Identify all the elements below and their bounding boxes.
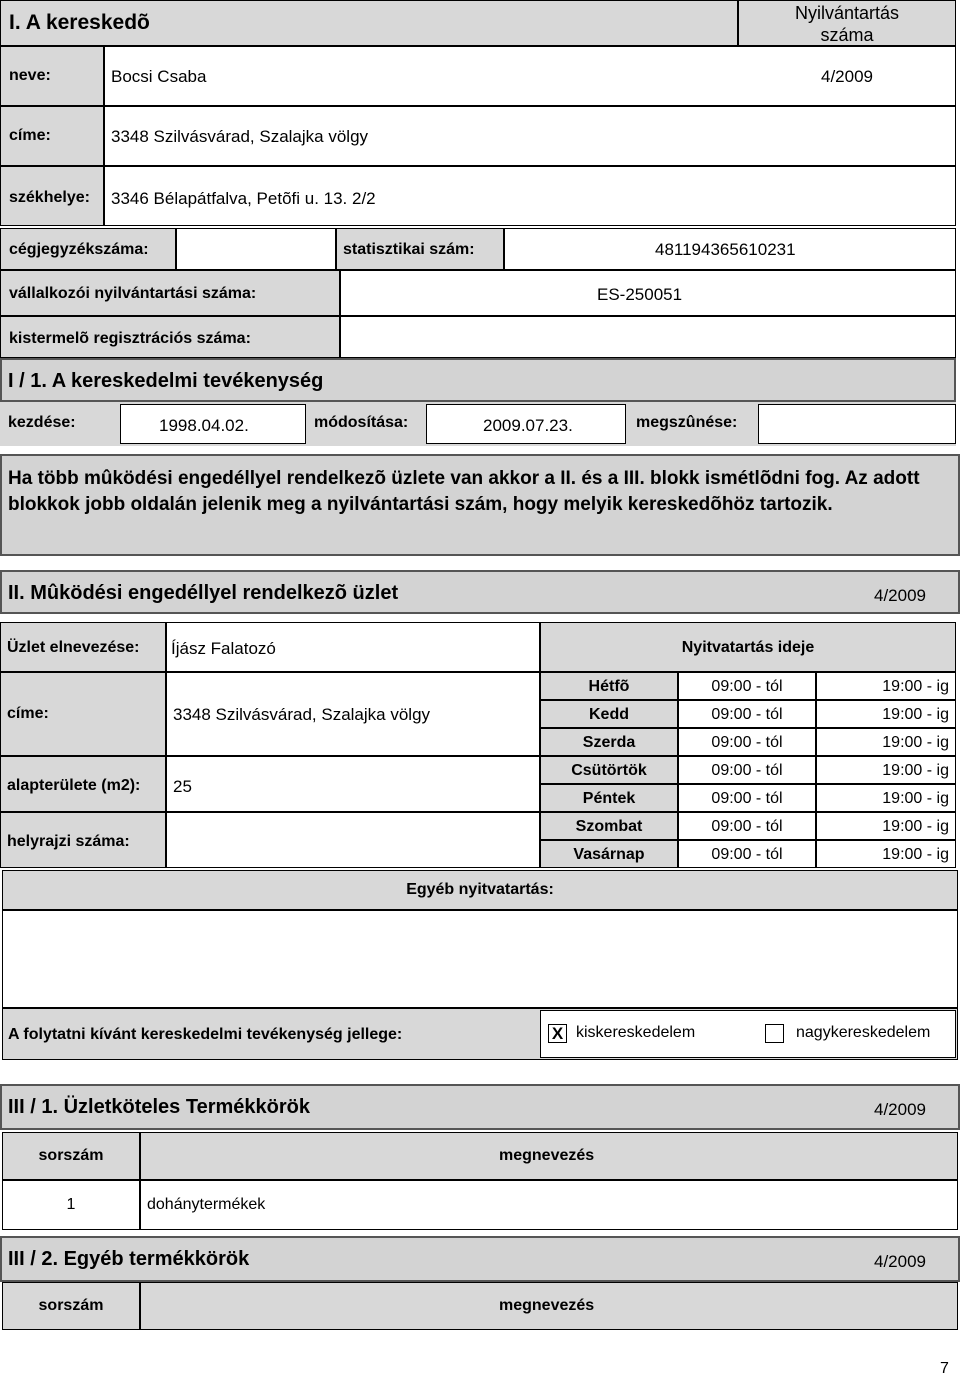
hours-title-cell bbox=[540, 622, 956, 672]
licensed-products-title: III / 1. Üzletköteles Termékkörök bbox=[8, 1096, 310, 1118]
registration-label-line2: száma bbox=[820, 25, 874, 45]
registration-label-box bbox=[738, 0, 956, 46]
hours-from-cell bbox=[678, 840, 816, 868]
hours-day: Csütörtök bbox=[571, 762, 647, 779]
shop-address-label-cell bbox=[0, 672, 166, 756]
shop-area-value-cell bbox=[166, 756, 540, 812]
other-col-name-cell bbox=[140, 1282, 958, 1330]
hours-day: Vasárnap bbox=[573, 846, 645, 863]
notice-text: Ha több mûködési engedéllyel rendelkezõ üzlete van akkor a II. és a III. blokk ismétlõdni fog. Az adott blokkok jobb oldalán jelenik meg a nyilvántartási szám, hogy melyik kereskedõhöz tartozik. bbox=[8, 468, 920, 515]
shop-area-label: alapterülete (m2): bbox=[7, 777, 141, 794]
hours-from: 09:00 - tól bbox=[711, 734, 783, 751]
hours-from-cell bbox=[678, 812, 816, 840]
shop-lot-label: helyrajzi száma: bbox=[7, 833, 130, 850]
shop-name-value-cell bbox=[166, 622, 540, 672]
hours-day: Péntek bbox=[582, 790, 636, 807]
entrepreneur-value-cell bbox=[340, 270, 956, 316]
trader-title-bar bbox=[0, 0, 738, 46]
hours-to-cell bbox=[816, 672, 956, 700]
shop-address-value-cell bbox=[166, 672, 540, 756]
hours-to-cell bbox=[816, 728, 956, 756]
wholesale-checkbox[interactable] bbox=[765, 1024, 784, 1043]
licensed-col-name: megnevezés bbox=[499, 1147, 595, 1164]
other-hours-label-cell bbox=[2, 870, 958, 910]
stat-value-cell bbox=[504, 228, 956, 270]
hours-from: 09:00 - tól bbox=[711, 762, 783, 779]
hours-title: Nyitvatartás ideje bbox=[681, 639, 815, 656]
company-reg-value-cell bbox=[176, 228, 336, 270]
hours-from-cell bbox=[678, 756, 816, 784]
name-reg-number: 4/2009 bbox=[821, 67, 873, 86]
hours-day: Hétfõ bbox=[588, 678, 630, 695]
wholesale-label: nagykereskedelem bbox=[796, 1024, 931, 1041]
hours-from-cell bbox=[678, 784, 816, 812]
seat-label-cell bbox=[0, 166, 104, 226]
hours-to: 19:00 - ig bbox=[882, 790, 949, 807]
hours-from-cell bbox=[678, 700, 816, 728]
hours-day: Kedd bbox=[589, 706, 629, 723]
hours-from: 09:00 - tól bbox=[711, 678, 783, 695]
retail-label: kiskereskedelem bbox=[576, 1024, 696, 1041]
hours-day-cell bbox=[540, 700, 678, 728]
other-col-number-cell bbox=[2, 1282, 140, 1330]
hours-from-cell bbox=[678, 672, 816, 700]
hours-to: 19:00 - ig bbox=[882, 818, 949, 835]
seat-label: székhelye: bbox=[9, 189, 90, 206]
hours-day-cell bbox=[540, 756, 678, 784]
shop-address-value: 3348 Szilvásvárad, Szalajka völgy bbox=[173, 705, 431, 724]
mod-value: 2009.07.23. bbox=[483, 416, 573, 435]
name-value-cell bbox=[104, 46, 956, 106]
name-label: neve: bbox=[9, 67, 51, 84]
address-value: 3348 Szilvásvárad, Szalajka völgy bbox=[111, 127, 369, 146]
start-value: 1998.04.02. bbox=[159, 416, 249, 435]
licensed-row-name-cell bbox=[140, 1180, 958, 1230]
licensed-row-number: 1 bbox=[66, 1196, 76, 1213]
licensed-products-reg-number: 4/2009 bbox=[874, 1100, 926, 1119]
shop-area-value: 25 bbox=[173, 777, 192, 796]
other-hours-label: Egyéb nyitvatartás: bbox=[406, 881, 554, 898]
hours-day-cell bbox=[540, 672, 678, 700]
entrepreneur-label: vállalkozói nyilvántartási száma: bbox=[9, 285, 257, 302]
retail-checkbox[interactable]: X bbox=[548, 1024, 567, 1043]
address-value-cell bbox=[104, 106, 956, 166]
hours-to-cell bbox=[816, 840, 956, 868]
hours-to: 19:00 - ig bbox=[882, 762, 949, 779]
mod-value-cell bbox=[426, 404, 626, 444]
address-label: címe: bbox=[9, 127, 51, 144]
licensed-row-number-cell bbox=[2, 1180, 140, 1230]
start-label: kezdése: bbox=[8, 414, 76, 431]
registration-label-line1: Nyilvántartás bbox=[794, 3, 900, 23]
end-value-cell bbox=[758, 404, 956, 444]
hours-to: 19:00 - ig bbox=[882, 846, 949, 863]
shop-section-bar bbox=[0, 570, 960, 614]
shop-area-label-cell bbox=[0, 756, 166, 812]
trader-title: I. A kereskedõ bbox=[9, 11, 150, 34]
shop-lot-label-cell bbox=[0, 812, 166, 868]
seat-value-cell bbox=[104, 166, 956, 226]
name-value: Bocsi Csaba bbox=[111, 67, 207, 86]
hours-to: 19:00 - ig bbox=[882, 678, 949, 695]
hours-to-cell bbox=[816, 700, 956, 728]
page-number: 7 bbox=[940, 1360, 949, 1377]
shop-reg-number: 4/2009 bbox=[874, 586, 926, 605]
name-label-cell bbox=[0, 46, 104, 106]
start-value-cell bbox=[120, 404, 306, 444]
company-reg-label-cell bbox=[0, 228, 176, 270]
licensed-products-bar bbox=[0, 1084, 960, 1130]
hours-to-cell bbox=[816, 812, 956, 840]
activity-section-bar bbox=[0, 358, 956, 402]
hours-from: 09:00 - tól bbox=[711, 846, 783, 863]
shop-address-label: címe: bbox=[7, 705, 49, 722]
stat-value: 481194365610231 bbox=[655, 240, 796, 259]
hours-from-cell bbox=[678, 728, 816, 756]
other-hours-value-cell bbox=[2, 910, 958, 1008]
entrepreneur-label-cell bbox=[0, 270, 340, 316]
hours-day-cell bbox=[540, 840, 678, 868]
notice-box bbox=[0, 454, 960, 556]
other-products-title: III / 2. Egyéb termékkörök bbox=[8, 1248, 250, 1270]
hours-day-cell bbox=[540, 784, 678, 812]
stat-label: statisztikai szám: bbox=[343, 241, 475, 258]
hours-from: 09:00 - tól bbox=[711, 706, 783, 723]
mod-label: módosítása: bbox=[314, 414, 409, 431]
hours-to-cell bbox=[816, 756, 956, 784]
hours-to-cell bbox=[816, 784, 956, 812]
shop-name-value: Íjász Falatozó bbox=[171, 639, 276, 658]
hours-day: Szerda bbox=[582, 734, 636, 751]
producer-label: kistermelõ regisztrációs száma: bbox=[9, 330, 251, 347]
address-label-cell bbox=[0, 106, 104, 166]
other-col-name: megnevezés bbox=[499, 1297, 595, 1314]
licensed-col-name-cell bbox=[140, 1132, 958, 1180]
company-reg-label: cégjegyzékszáma: bbox=[9, 241, 149, 258]
nature-label: A folytatni kívánt kereskedelmi tevékenység jellege: bbox=[8, 1026, 403, 1043]
other-products-reg-number: 4/2009 bbox=[874, 1252, 926, 1271]
shop-title: II. Mûködési engedéllyel rendelkezõ üzlet bbox=[8, 582, 399, 604]
entrepreneur-value: ES-250051 bbox=[597, 285, 683, 304]
hours-from: 09:00 - tól bbox=[711, 790, 783, 807]
producer-label-cell bbox=[0, 316, 340, 358]
licensed-col-number: sorszám bbox=[38, 1147, 104, 1164]
licensed-row-name: dohánytermékek bbox=[147, 1196, 266, 1213]
hours-to: 19:00 - ig bbox=[882, 706, 949, 723]
activity-title: I / 1. A kereskedelmi tevékenység bbox=[8, 370, 324, 392]
licensed-col-number-cell bbox=[2, 1132, 140, 1180]
shop-name-label-cell bbox=[0, 622, 166, 672]
hours-day: Szombat bbox=[575, 818, 643, 835]
seat-value: 3346 Bélapátfalva, Petõfi u. 13. 2/2 bbox=[111, 189, 376, 208]
stat-label-cell bbox=[336, 228, 504, 270]
other-products-bar bbox=[0, 1236, 960, 1282]
hours-day-cell bbox=[540, 728, 678, 756]
hours-from: 09:00 - tól bbox=[711, 818, 783, 835]
end-label: megszûnése: bbox=[636, 414, 738, 431]
hours-day-cell bbox=[540, 812, 678, 840]
shop-lot-value-cell bbox=[166, 812, 540, 868]
producer-value-cell bbox=[340, 316, 956, 358]
other-col-number: sorszám bbox=[38, 1297, 104, 1314]
hours-to: 19:00 - ig bbox=[882, 734, 949, 751]
shop-name-label: Üzlet elnevezése: bbox=[7, 639, 140, 656]
